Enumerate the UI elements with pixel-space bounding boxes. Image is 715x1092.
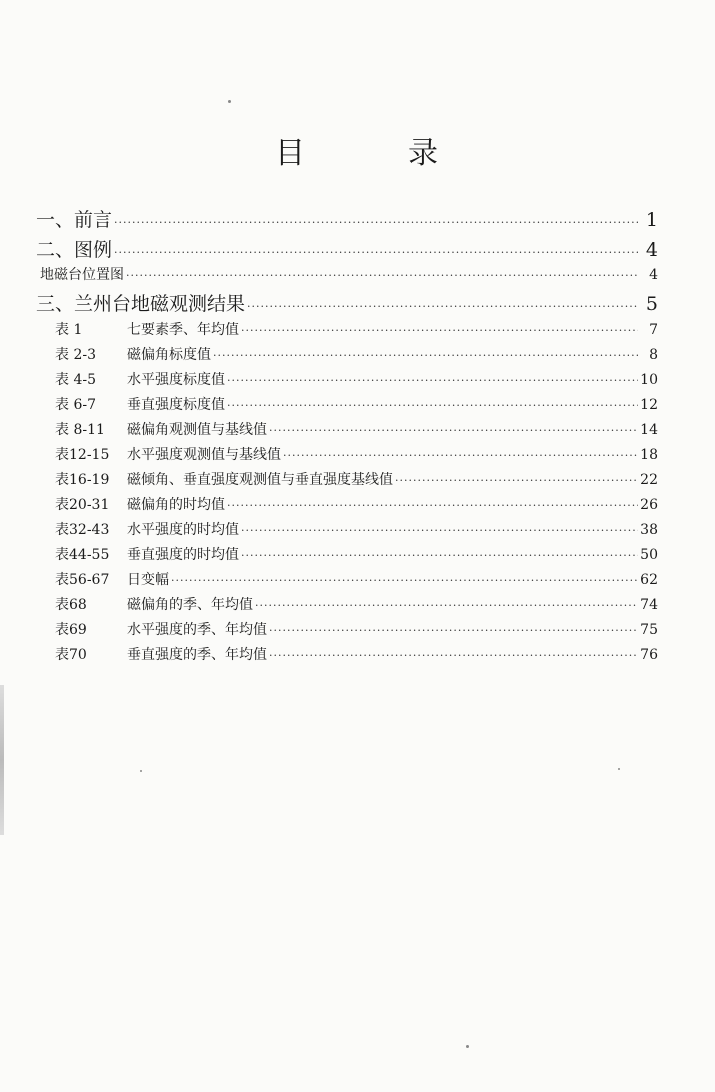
table-title: 磁偏角的季、年均值 (127, 597, 253, 613)
table-number: 表32-43 (55, 522, 110, 538)
toc-table-entry (0, 619, 715, 643)
table-title: 磁偏角标度值 (127, 347, 211, 363)
scan-speck (228, 100, 231, 103)
table-title: 磁倾角、垂直强度观测值与垂直强度基线值 (127, 472, 393, 488)
leader-dots (114, 216, 638, 229)
table-title: 磁偏角观测值与基线值 (127, 422, 267, 438)
toc-page-number: 62 (640, 572, 658, 588)
toc-page-number: 26 (640, 497, 658, 513)
toc-entry-label: 三、兰州台地磁观测结果 (36, 293, 246, 315)
toc-entry-legend (0, 235, 715, 259)
toc-page-number: 4 (645, 239, 658, 261)
toc-table-entry (0, 544, 715, 568)
leader-dots (269, 649, 638, 662)
table-number: 表 4-5 (55, 372, 96, 388)
toc-table-entry (0, 519, 715, 543)
table-number: 表 2-3 (55, 347, 96, 363)
toc-entry-results (0, 289, 715, 313)
title-char-1: 目 (275, 136, 305, 171)
table-number: 表 8-11 (55, 422, 105, 438)
scan-edge-shadow (0, 685, 4, 835)
leader-dots (126, 269, 638, 282)
leader-dots (395, 474, 638, 487)
page-title (0, 128, 715, 178)
toc-page-number: 7 (649, 322, 658, 338)
toc-table-entry (0, 644, 715, 668)
toc-table-entry (0, 494, 715, 518)
title-char-2: 录 (408, 136, 438, 171)
toc-table-entry (0, 394, 715, 418)
table-title: 垂直强度的时均值 (127, 547, 239, 563)
toc-page-number: 1 (645, 209, 658, 231)
toc-page-number: 18 (640, 447, 658, 463)
leader-dots (227, 374, 638, 387)
toc-page-number: 5 (645, 293, 658, 315)
table-number: 表68 (55, 597, 87, 613)
table-number: 表69 (55, 622, 87, 638)
toc-table-entry (0, 344, 715, 368)
toc-page-number: 76 (640, 647, 658, 663)
toc-table-entry (0, 419, 715, 443)
toc-page-number: 12 (640, 397, 658, 413)
table-title: 日变幅 (127, 572, 169, 588)
table-title: 垂直强度的季、年均值 (127, 647, 267, 663)
table-number: 表16-19 (55, 472, 110, 488)
toc-entry-label: 二、图例 (36, 239, 113, 261)
table-number: 表20-31 (55, 497, 110, 513)
leader-dots (255, 599, 638, 612)
toc-page-number: 75 (640, 622, 658, 638)
toc-page-number: 50 (640, 547, 658, 563)
table-number: 表56-67 (55, 572, 110, 588)
toc-page-number: 22 (640, 472, 658, 488)
table-title: 水平强度的季、年均值 (127, 622, 267, 638)
leader-dots (247, 300, 638, 313)
table-title: 磁偏角的时均值 (127, 497, 225, 513)
toc-entry-label: 一、前言 (36, 209, 113, 231)
toc-page-number: 10 (640, 372, 658, 388)
leader-dots (227, 399, 638, 412)
table-number: 表70 (55, 647, 87, 663)
toc-entry-station-map (0, 264, 715, 288)
leader-dots (241, 324, 638, 337)
leader-dots (114, 246, 638, 259)
toc-table-entry (0, 369, 715, 393)
table-title: 水平强度观测值与基线值 (127, 447, 281, 463)
scan-speck (466, 1045, 469, 1048)
table-number: 表12-15 (55, 447, 110, 463)
leader-dots (269, 424, 638, 437)
toc-page-number: 74 (640, 597, 658, 613)
leader-dots (171, 574, 638, 587)
table-number: 表 1 (55, 322, 83, 338)
toc-page-number: 38 (640, 522, 658, 538)
toc-page-number: 4 (649, 267, 658, 283)
toc-page-number: 8 (649, 347, 658, 363)
leader-dots (227, 499, 638, 512)
toc-entry-label: 地磁台位置图 (40, 267, 124, 283)
table-title: 七要素季、年均值 (127, 322, 239, 338)
leader-dots (269, 624, 638, 637)
toc-table-entry (0, 594, 715, 618)
table-title: 水平强度标度值 (127, 372, 225, 388)
leader-dots (283, 449, 638, 462)
table-title: 水平强度的时均值 (127, 522, 239, 538)
toc-entry-preface (0, 205, 715, 229)
toc-page-number: 14 (640, 422, 658, 438)
toc-table-entry (0, 469, 715, 493)
leader-dots (241, 549, 638, 562)
leader-dots (241, 524, 638, 537)
leader-dots (213, 349, 638, 362)
scan-speck (618, 768, 620, 770)
table-number: 表 6-7 (55, 397, 96, 413)
toc-table-entry (0, 444, 715, 468)
table-title: 垂直强度标度值 (127, 397, 225, 413)
toc-table-entry (0, 569, 715, 593)
scan-speck (140, 770, 142, 772)
table-number: 表44-55 (55, 547, 110, 563)
toc-table-entry (0, 319, 715, 343)
